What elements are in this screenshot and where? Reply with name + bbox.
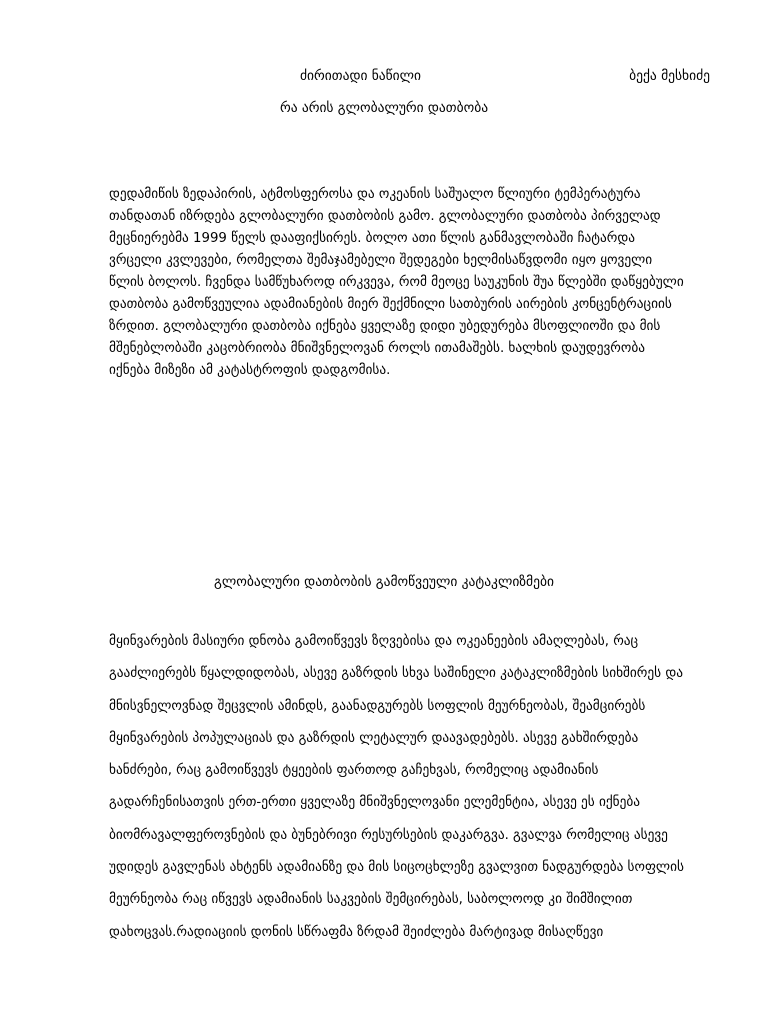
document-title: რა არის გლობალური დათბობა: [279, 100, 489, 116]
header-section-label: ძირითადი ნაწილი: [300, 68, 421, 84]
intro-paragraph: დედამიწის ზედაპირის, ატმოსფეროსა და ოკეანის საშუალო წლიური ტემპერატურა თანდათან იზრდება გლობალური დათბობის გამო. გლობალური დათბობა პირველად მეცნიერებმა 1999 წელს დააფიქსირეს. ბოლო ათი წლის განმავლობაში ჩატარდა ვრცელი კვლევები, რომელთა შემაჯამებელი შედეგები ხელმისაწვდომი იყო ყოველი წლის ბოლოს. ჩვენდა სამწუხაროდ ირკვევა, რომ მეოცე საუკუნის შუა წლებში დაწყებული დათბობა გამოწვეულია ადამიანების მიერ შექმნილი სათბურის აირების კონცენტრაციის ზრდით. გლობალური დათბობა იქნება ყველაზე დიდი უბედურება მსოფლიოში და მის მშენებლობაში კაცობრიობა მნიშვნელოვან როლს ითამაშებს. ხალხის დაუდევრობა იქნება მიზეზი ამ კატასტროფის დადგომისა.: [109, 187, 684, 378]
header-author-name: ბექა მესხიძე: [629, 68, 710, 84]
section-heading: გლობალური დათბობის გამოწვეული კატაკლიზმები: [214, 574, 554, 590]
body-paragraph: მყინვარების მასიური დნობა გამოიწვევს ზღვებისა და ოკეანეების ამაღლებას, რაც გააძლიერებს წყალდიდობას, ასევე გაზრდის სხვა საშინელი კატაკლიზმების სიხშირეს და მნისვნელოვნად შეცვლის ამინდს, გაანადგურებს სოფლის მეურნეობას, შეამცირებს მყინვარების პოპულაციას და გაზრდის ლეტალურ დაავადებებს. ასევე გახშირდება ხანძრები, რაც გამოიწვევს ტყეების ფართოდ გაჩეხვას, რომელიც ადამიანის გადარჩენისათვის ერთ-ერთი ყველაზე მნიშვნელოვანი ელემენტია, ასევე ეს იქნება ბიომრავალფეროვნების და ბუნებრივი რესურსების დაკარგვა. გვალვა რომელიც ასევე უდიდეს გავლენას ახტენს ადამიანზე და მის სიცოცხლეზე გვალვით ნადგურდება სოფლის მეურნეობა რაც იწვევს ადამიანის საკვების შემცირებას, საბოლოოდ კი შიმშილით დახოცვას.რადიაციის დონის სწრაფმა ზრდამ შეიძლება მარტივად მისაღწევი: [109, 634, 684, 940]
